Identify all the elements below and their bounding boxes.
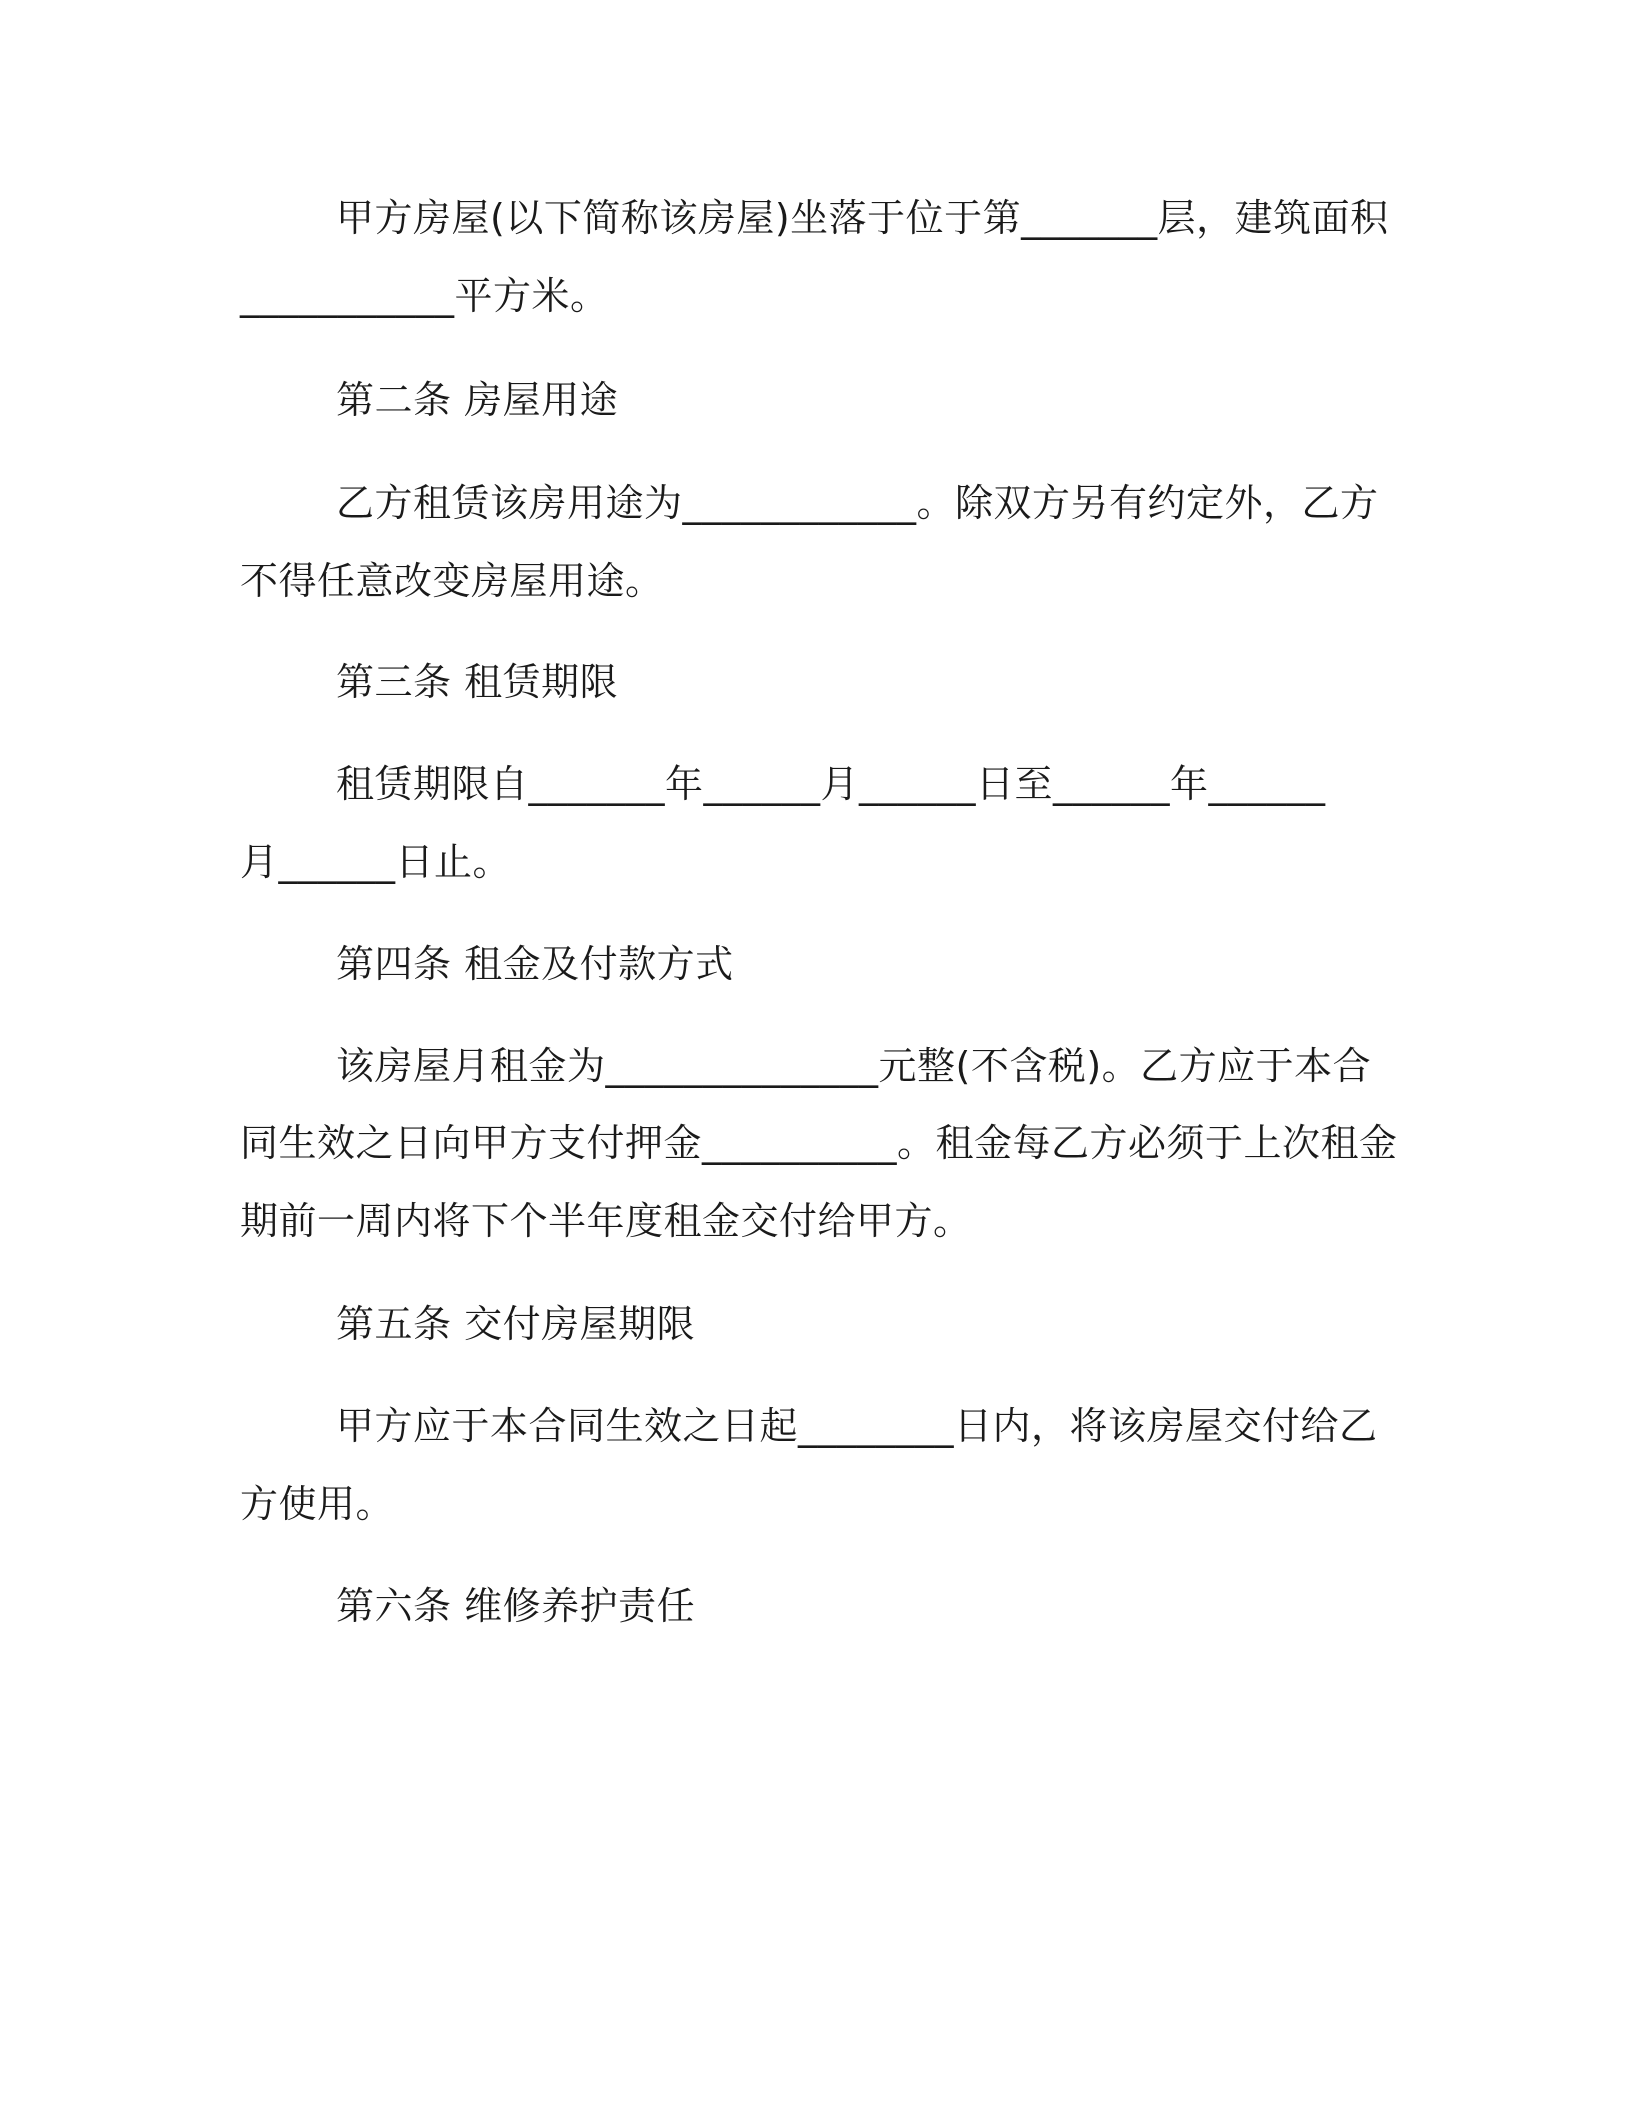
paragraph-line: 方使用。	[240, 1482, 395, 1526]
section-heading: 第二条 房屋用途	[336, 378, 619, 422]
paragraph-line: 期前一周内将下个半年度租金交付给甲方。	[240, 1199, 972, 1243]
section-heading: 第六条 维修养护责任	[336, 1584, 696, 1628]
paragraph-line: 甲方应于本合同生效之日起________日内，将该房屋交付给乙	[336, 1404, 1378, 1448]
paragraph-line: 租赁期限自_______年______月______日至______年______	[336, 762, 1326, 806]
paragraph-line: 甲方房屋(以下简称该房屋)坐落于位于第_______层，建筑面积	[336, 196, 1389, 240]
paragraph-line: ___________平方米。	[240, 274, 609, 318]
section-heading: 第五条 交付房屋期限	[336, 1302, 696, 1346]
section-heading: 第三条 租赁期限	[336, 660, 619, 704]
paragraph-line: 同生效之日向甲方支付押金__________。租金每乙方必须于上次租金	[240, 1121, 1398, 1165]
section-heading: 第四条 租金及付款方式	[336, 942, 734, 986]
paragraph-line: 月______日止。	[240, 840, 512, 884]
paragraph-line: 该房屋月租金为______________元整(不含税)。乙方应于本合	[336, 1044, 1372, 1088]
paragraph-line: 乙方租赁该房用途为____________。除双方另有约定外，乙方	[336, 481, 1379, 525]
paragraph-line: 不得任意改变房屋用途。	[240, 559, 664, 603]
